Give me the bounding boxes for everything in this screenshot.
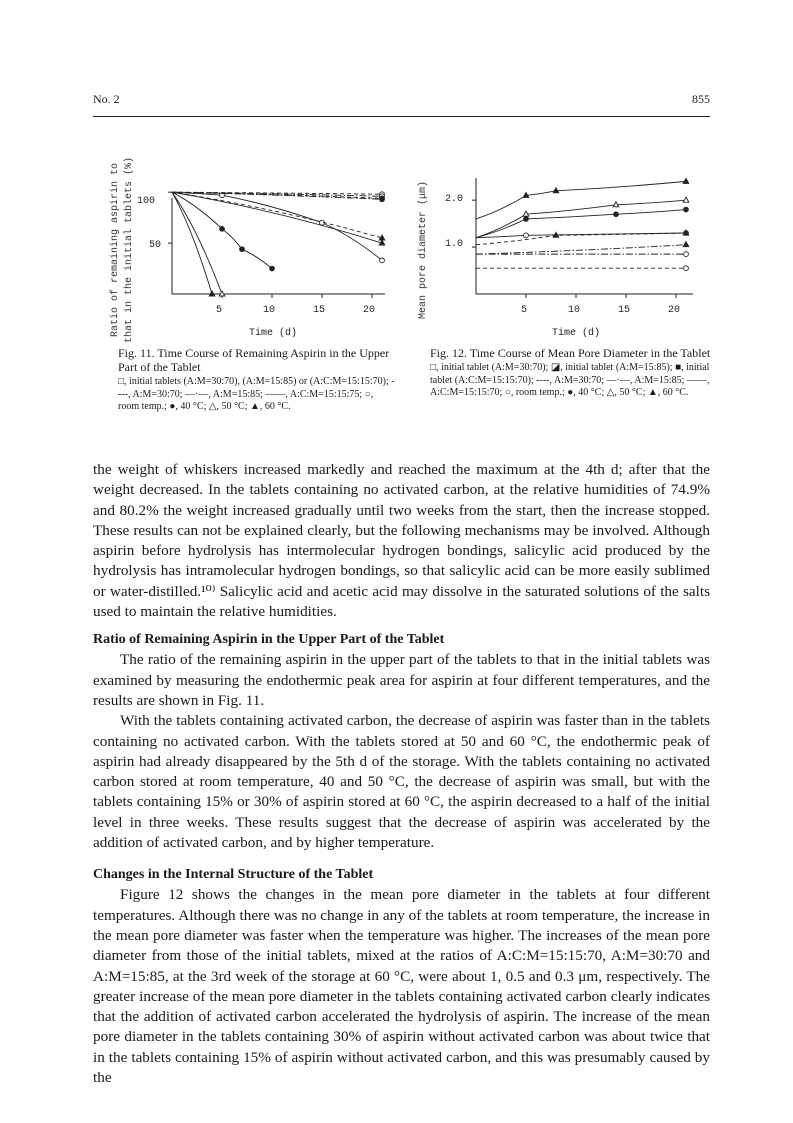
fig12-xtick-20: 20 bbox=[667, 305, 681, 316]
paragraph-2: The ratio of the remaining aspirin in the upper part of the tablets to that in the initial tablets was examined by measuring the endothermic peak area for aspirin at four different temperatures, and the results are shown in Fig. 11. bbox=[93, 651, 710, 709]
section-heading-remaining-aspirin: Ratio of Remaining Aspirin in the Upper Part of the Tablet bbox=[93, 632, 445, 648]
fig12-xtick-10: 10 bbox=[567, 305, 581, 316]
fig12-series-5-line bbox=[476, 233, 686, 245]
fig11-series-6-point-3 bbox=[270, 266, 275, 271]
fig12-axis-ticks bbox=[472, 200, 676, 298]
fig11-series-6-point-2 bbox=[240, 247, 245, 252]
figure-11-plot bbox=[93, 122, 403, 344]
page-number: 855 bbox=[692, 92, 710, 106]
fig11-caption-title: Fig. 11. Time Course of Remaining Aspirin in the Upper Part of the Tablet bbox=[118, 346, 390, 374]
fig12-series-6-point-1 bbox=[684, 266, 689, 271]
fig12-y-title: Mean pore diameter (μm) bbox=[418, 180, 429, 320]
fig11-series-9-line bbox=[172, 192, 212, 294]
fig12-series-7-point-1 bbox=[683, 242, 689, 247]
fig11-series-5-point-1 bbox=[380, 197, 385, 202]
fig12-caption-title: Fig. 12. Time Course of Mean Pore Diameter in the Tablet bbox=[430, 346, 711, 360]
fig12-series-1-point-3 bbox=[683, 178, 689, 183]
fig12-xtick-15: 15 bbox=[617, 305, 631, 316]
fig11-y-title-line1: Ratio of remaining aspirin to bbox=[110, 162, 121, 338]
fig12-series-1-line bbox=[476, 181, 686, 219]
fig12-series-2-point-3 bbox=[683, 197, 689, 202]
fig11-xtick-5: 5 bbox=[215, 305, 223, 316]
figure-12-plot bbox=[413, 122, 718, 340]
figure-11 bbox=[93, 122, 403, 344]
paragraph-1: the weight of whiskers increased markedly and reached the maximum at the 4th d; after that the weight decreased. In the tablets containing no activated carbon, at the relative humidities of 74.9% and 80.2% the weight increased gradually until two weeks from the start, then the increase stopped. These results can not be explained clearly, but the following mechanisms may be involved. Although aspirin before hydrolysis has intermolecular hydrogen bondings, salicylic acid produced by the hydrolysis has intramolecular hydrogen bondings, so that salicylic acid can be more easily sublimed or water-distilled.¹⁰⁾ Salicylic acid and acetic acid may dissolve in the saturated solutions of the salts used to maintain the relative humidities. bbox=[93, 461, 710, 621]
fig12-ytick-2.0: 2.0 bbox=[444, 194, 463, 205]
fig11-series-7-line bbox=[172, 192, 382, 238]
fig11-ytick-50: 50 bbox=[148, 240, 161, 251]
fig12-xtick-5: 5 bbox=[520, 305, 528, 316]
fig11-x-title: Time (d) bbox=[248, 328, 298, 339]
fig11-series-3-point-3 bbox=[380, 258, 385, 263]
fig12-series-group bbox=[476, 178, 689, 270]
fig11-x-axis-ticks bbox=[168, 192, 372, 298]
fig12-series-4-point-1 bbox=[524, 233, 529, 238]
fig12-ytick-1.0: 1.0 bbox=[444, 239, 463, 250]
figure-11-caption bbox=[118, 346, 396, 414]
figure-12-caption bbox=[430, 346, 720, 400]
fig11-xtick-20: 20 bbox=[362, 305, 376, 316]
section-heading-internal-structure: Changes in the Internal Structure of the Tablet bbox=[93, 867, 374, 883]
paragraph-4: Figure 12 shows the changes in the mean pore diameter in the tablets at four different temperatures. Although there was no change in any of the tablets at room temperature, the increase in the mean pore diameter was faster when the temperature was higher. The increases of the mean pore diameter from those of the initial tablets, mixed at the ratios of A:C:M=15:15:70, A:M=30:70 and A:M=15:85, at the 3rd week of the storage at 60 °C, were about 1, 0.5 and 0.3 μm, respectively. The greater increase of the mean pore diameter in the tablets containing activated carbon clearly indicates that the addition of activated carbon accelerated the hydrolysis of aspirin. The increase of the mean pore diameter in the tablets containing 30% of aspirin without activated carbon was about twice that in the tablets containing 15% of aspirin without activated carbon, and this was presumably caused by the bbox=[93, 886, 710, 1087]
fig12-caption-legend: □, initial tablet (A:M=30:70); ◪, initial tablet (A:M=15:85); ■, initial tablet (A:C:M=15:15:70); ----, A:M=30:70; —·—, A:M=15:85; ——, A:C:M=15:15:70; ○, room temp.; ●, 40 °C; △, 50 °C; ▲, 60 °C. bbox=[430, 362, 710, 398]
fig11-xtick-15: 15 bbox=[312, 305, 326, 316]
fig11-y-title-line2: that in the initial tablets (%) bbox=[124, 156, 135, 344]
journal-issue-number: No. 2 bbox=[93, 92, 120, 106]
figure-12 bbox=[413, 122, 718, 340]
fig11-series-10-line bbox=[172, 192, 382, 243]
fig12-x-title: Time (d) bbox=[551, 328, 601, 339]
fig12-series-3-point-1 bbox=[524, 217, 529, 222]
running-header bbox=[93, 92, 710, 110]
fig11-series-6-point-1 bbox=[220, 226, 225, 231]
fig12-series-3-point-2 bbox=[614, 212, 619, 217]
fig11-xtick-10: 10 bbox=[262, 305, 276, 316]
article-body bbox=[93, 460, 710, 1088]
header-rule bbox=[93, 116, 710, 117]
fig11-ytick-100: 100 bbox=[136, 196, 155, 207]
fig12-series-8-point-1 bbox=[684, 252, 689, 257]
fig11-caption-legend: □, initial tablets (A:M=30:70), (A:M=15:85) or (A:C:M=15:15:70); ----, A:M=30:70; —·—, A:M=15:85; ——, A:C:M=15:15:75; ○, room temp.; ●, 40 °C; △, 50 °C; ▲, 60 °C. bbox=[118, 376, 395, 412]
fig11-series-group bbox=[172, 192, 385, 296]
fig12-series-3-point-3 bbox=[684, 207, 689, 212]
paragraph-3: With the tablets containing activated carbon, the decrease of aspirin was faster than in the tablets containing no activated carbon. With the tablets stored at 50 and 60 °C, the endothermic peak of aspirin had already disappeared by the 5th d of the storage. With the tablets containing no activated carbon stored at room temperature, 40 and 50 °C, the decrease of aspirin was small, but with the tablets containing 15% or 30% of aspirin stored at 60 °C, the aspirin decreased to a half of the initial level in three weeks. These results suggest that the decrease of aspirin was accelerated by the addition of activated carbon, and by higher temperature. bbox=[93, 712, 710, 852]
fig12-series-7-line bbox=[476, 245, 686, 254]
